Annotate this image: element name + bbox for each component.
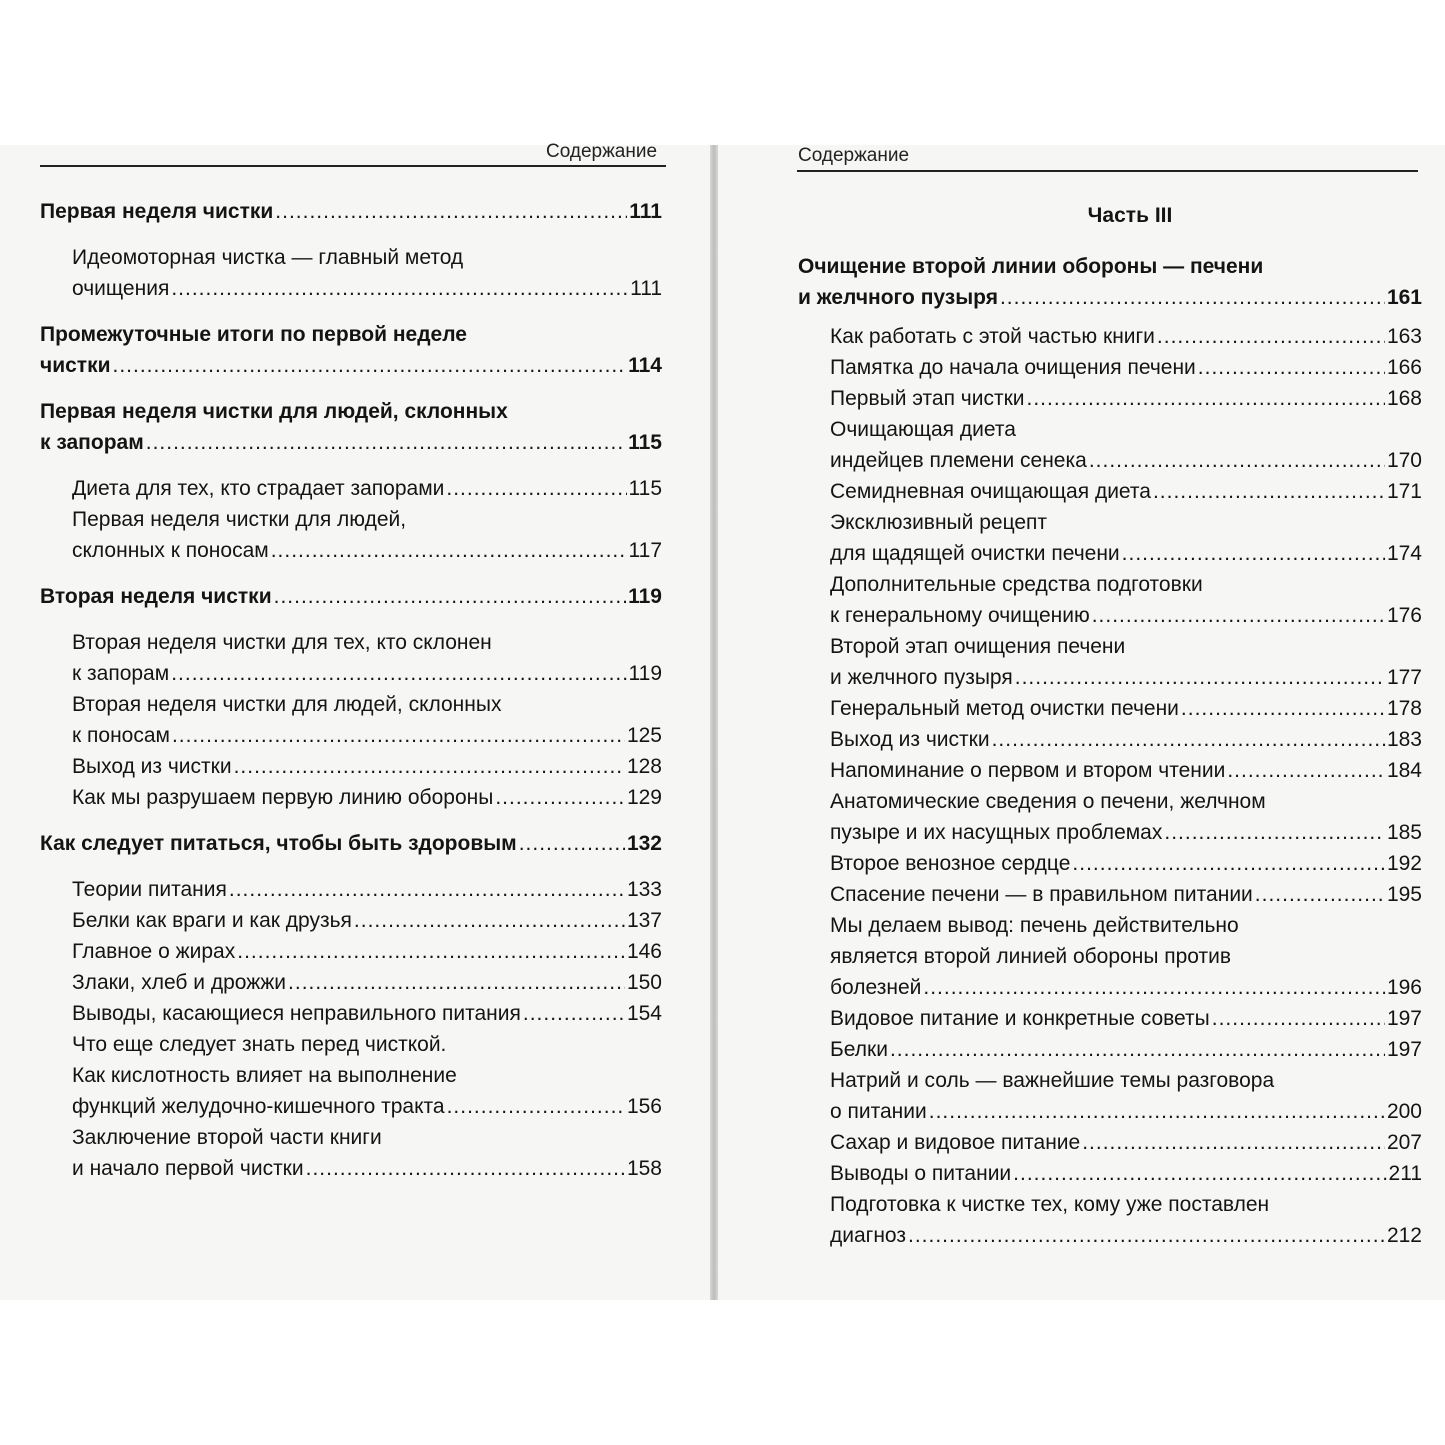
toc-entry-row <box>72 782 662 813</box>
page-number: 196 <box>1386 976 1422 999</box>
page-number: 119 <box>628 585 662 608</box>
toc-entry <box>798 1189 1422 1251</box>
page-number: 177 <box>1386 666 1422 689</box>
toc-entry-row <box>830 445 1422 476</box>
toc-entry-title: очищения <box>72 277 170 300</box>
left-running-head: Содержание <box>546 141 658 162</box>
toc-entry-row <box>72 1091 662 1122</box>
book-gutter <box>710 145 718 1300</box>
dot-leader <box>1227 755 1385 786</box>
toc-entry <box>798 1158 1422 1189</box>
dot-leader <box>1092 600 1385 631</box>
toc-entry-title-line: Очищение второй линии обороны — печени <box>798 255 1264 278</box>
toc-entry <box>40 581 662 612</box>
toc-entry <box>40 751 662 782</box>
page-number: 146 <box>626 940 662 963</box>
toc-entry-row <box>830 879 1422 910</box>
toc-entry <box>798 724 1422 755</box>
toc-entry-title: Выход из чистки <box>72 755 232 778</box>
dot-leader <box>1013 1158 1386 1189</box>
toc-entry <box>798 321 1422 352</box>
page-number: 115 <box>628 477 662 500</box>
dot-leader <box>1082 1127 1385 1158</box>
page-number: 195 <box>1386 883 1422 906</box>
toc-entry-row <box>72 905 662 936</box>
toc-entry-title: Семидневная очищающая диета <box>830 480 1151 503</box>
dot-leader <box>992 724 1385 755</box>
toc-entry <box>40 473 662 504</box>
dot-leader <box>495 782 625 813</box>
page-number: 161 <box>1386 286 1422 309</box>
toc-entry-title: и начало первой чистки <box>72 1157 304 1180</box>
toc-entry-title-line: Вторая неделя чистки для тех, кто склонен <box>72 631 492 654</box>
toc-entry-row <box>830 538 1422 569</box>
page-number: 163 <box>1386 325 1422 348</box>
toc-entry-row <box>72 535 662 566</box>
dot-leader <box>1153 476 1385 507</box>
toc-entry <box>798 1034 1422 1065</box>
dot-leader <box>1255 879 1385 910</box>
toc-entry <box>40 1029 662 1122</box>
toc-entry <box>40 874 662 905</box>
page-number: 170 <box>1386 449 1422 472</box>
dot-leader <box>274 581 627 612</box>
toc-entry-title: к запорам <box>72 662 170 685</box>
toc-entry-title: Первый этап чистки <box>830 387 1025 410</box>
toc-entry-row <box>72 473 662 504</box>
toc-entry <box>798 755 1422 786</box>
toc-entry-row <box>830 1003 1422 1034</box>
page-number: 166 <box>1386 356 1422 379</box>
toc-entry <box>798 507 1422 569</box>
page-number: 183 <box>1386 728 1422 751</box>
toc-entry-title: Белки как враги и как друзья <box>72 909 352 932</box>
toc-entry <box>798 693 1422 724</box>
toc-entry-row <box>72 1153 662 1184</box>
toc-entry-title-line: Мы делаем вывод: печень действительно <box>830 914 1239 937</box>
toc-entry-title: Напоминание о первом и втором чтении <box>830 759 1226 782</box>
page-number: 117 <box>628 539 662 562</box>
toc-entry <box>798 352 1422 383</box>
toc-entry-row <box>830 693 1422 724</box>
toc-entry <box>798 631 1422 693</box>
dot-leader <box>1157 321 1385 352</box>
toc-entry-row <box>798 282 1422 313</box>
page-number: 119 <box>628 662 662 685</box>
left-header-rule <box>40 165 666 167</box>
toc-entry-title: для щадящей очистки печени <box>830 542 1120 565</box>
toc-entry-row <box>830 476 1422 507</box>
toc-entry <box>40 504 662 566</box>
toc-entry <box>798 251 1422 313</box>
dot-leader <box>1181 693 1385 724</box>
toc-entry-title: Второе венозное сердце <box>830 852 1071 875</box>
toc-entry-title: диагноз <box>830 1224 906 1247</box>
toc-entry-row <box>72 751 662 782</box>
toc-entry-title: пузыре и их насущных проблемах <box>830 821 1163 844</box>
page-number: 156 <box>626 1095 662 1118</box>
toc-entry-title: Вторая неделя чистки <box>40 585 272 608</box>
page-number: 150 <box>626 971 662 994</box>
toc-entry-title: Как следует питаться, чтобы быть здоровым <box>40 832 517 855</box>
dot-leader <box>929 1096 1385 1127</box>
toc-entry-title: болезней <box>830 976 922 999</box>
dot-leader <box>1027 383 1385 414</box>
page-number: 184 <box>1386 759 1422 782</box>
dot-leader <box>146 427 626 458</box>
toc-entry <box>40 319 662 381</box>
page-number: 128 <box>626 755 662 778</box>
toc-entry-title-line: Второй этап очищения печени <box>830 635 1126 658</box>
toc-entry-title: Выводы, касающиеся неправильного питания <box>72 1002 521 1025</box>
page-number: 197 <box>1386 1038 1422 1061</box>
toc-entry-title-line: Промежуточные итоги по первой неделе <box>40 323 467 346</box>
toc-entry-title-line: Очищающая диета <box>830 418 1016 441</box>
toc-entry <box>40 782 662 813</box>
dot-leader <box>890 1034 1385 1065</box>
dot-leader <box>908 1220 1385 1251</box>
toc-entry-title: Теории питания <box>72 878 227 901</box>
dot-leader <box>306 1153 625 1184</box>
right-header-rule <box>797 170 1418 172</box>
toc-entry <box>40 967 662 998</box>
page-number: 125 <box>626 724 662 747</box>
part-title: Часть III <box>1087 204 1173 227</box>
toc-entry-title: Генеральный метод очистки печени <box>830 697 1179 720</box>
toc-entry-row <box>830 1158 1422 1189</box>
dot-leader <box>288 967 625 998</box>
toc-entry-title: Как мы разрушаем первую линию обороны <box>72 786 494 809</box>
page-number: 178 <box>1386 697 1422 720</box>
dot-leader <box>234 751 625 782</box>
page-number: 176 <box>1386 604 1422 627</box>
right-running-head: Содержание <box>798 145 910 166</box>
toc-entry-title-line: Первая неделя чистки для людей, <box>72 508 407 531</box>
page-number: 154 <box>626 1002 662 1025</box>
toc-entry-row <box>72 936 662 967</box>
right-toc-entries <box>798 251 1422 1251</box>
dot-leader <box>1015 662 1385 693</box>
toc-entry-title: Белки <box>830 1038 888 1061</box>
page-number: 158 <box>626 1157 662 1180</box>
page-number: 111 <box>629 200 662 223</box>
toc-entry <box>798 476 1422 507</box>
toc-entry-row <box>830 662 1422 693</box>
toc-entry-row <box>72 967 662 998</box>
toc-entry-title: склонных к поносам <box>72 539 269 562</box>
page-number: 192 <box>1386 852 1422 875</box>
toc-entry-title: Спасение печени — в правильном питании <box>830 883 1253 906</box>
page-number: 185 <box>1386 821 1422 844</box>
toc-entry-title-line: Первая неделя чистки для людей, склонных <box>40 400 508 423</box>
dot-leader <box>523 998 625 1029</box>
toc-entry-title-line: Заключение второй части книги <box>72 1126 382 1149</box>
dot-leader <box>229 874 625 905</box>
dot-leader <box>237 936 625 967</box>
toc-entry-row <box>830 352 1422 383</box>
dot-leader <box>447 1091 625 1122</box>
toc-entry <box>40 196 662 227</box>
page-number: 197 <box>1386 1007 1422 1030</box>
toc-entry <box>798 383 1422 414</box>
dot-leader <box>519 828 625 859</box>
toc-entry <box>798 414 1422 476</box>
dot-leader <box>1089 445 1385 476</box>
dot-leader <box>1198 352 1385 383</box>
page-number: 129 <box>626 786 662 809</box>
page-number: 114 <box>628 354 662 377</box>
toc-entry-title: Как работать с этой частью книги <box>830 325 1155 348</box>
toc-entry <box>40 689 662 751</box>
toc-entry-row <box>40 350 662 381</box>
toc-entry-row <box>72 998 662 1029</box>
toc-entry-title-line: Вторая неделя чистки для людей, склонных <box>72 693 502 716</box>
page-number: 171 <box>1386 480 1422 503</box>
page-number: 211 <box>1388 1162 1422 1185</box>
toc-entry-row <box>72 658 662 689</box>
toc-entry <box>40 905 662 936</box>
dot-leader <box>1122 538 1385 569</box>
toc-entry-title: чистки <box>40 354 111 377</box>
page-number: 115 <box>628 431 662 454</box>
toc-entry <box>798 910 1422 1003</box>
toc-entry-title: Злаки, хлеб и дрожжи <box>72 971 287 994</box>
dot-leader <box>446 473 626 504</box>
toc-entry-title: Главное о жирах <box>72 940 236 963</box>
toc-entry-row <box>830 848 1422 879</box>
dot-leader <box>172 720 625 751</box>
toc-entry-row <box>830 383 1422 414</box>
toc-entry-title: к поносам <box>72 724 170 747</box>
toc-entry-title-line: Подготовка к чистке тех, кому уже поставлен <box>830 1193 1270 1216</box>
toc-entry-row <box>72 720 662 751</box>
toc-entry-row <box>830 972 1422 1003</box>
toc-entry-title-line: Натрий и соль — важнейшие темы разговора <box>830 1069 1275 1092</box>
page-number: 207 <box>1386 1131 1422 1154</box>
toc-entry-title: Первая неделя чистки <box>40 200 274 223</box>
toc-entry-row <box>40 427 662 458</box>
toc-entry-title-line: Эксклюзивный рецепт <box>830 511 1048 534</box>
toc-entry-title: к генеральному очищению <box>830 604 1090 627</box>
toc-entry-title: Выход из чистки <box>830 728 990 751</box>
page-number: 137 <box>626 909 662 932</box>
toc-entry-row <box>830 1034 1422 1065</box>
page-number: 174 <box>1386 542 1422 565</box>
toc-entry <box>798 569 1422 631</box>
toc-entry-title: и желчного пузыря <box>830 666 1013 689</box>
toc-entry <box>40 627 662 689</box>
page-number: 168 <box>1386 387 1422 410</box>
dot-leader <box>275 196 627 227</box>
toc-entry-row <box>830 600 1422 631</box>
dot-leader <box>171 273 628 304</box>
toc-entry-row <box>830 755 1422 786</box>
page-number: 111 <box>630 277 662 300</box>
toc-entry <box>798 879 1422 910</box>
page-number: 200 <box>1386 1100 1422 1123</box>
toc-entry <box>40 828 662 859</box>
toc-entry-row <box>40 581 662 612</box>
toc-entry-row <box>72 273 662 304</box>
toc-entry-title-line: Что еще следует знать перед чисткой. <box>72 1033 447 1056</box>
dot-leader <box>113 350 627 381</box>
dot-leader <box>1072 848 1385 879</box>
toc-entry <box>40 998 662 1029</box>
toc-entry-title: к запорам <box>40 431 144 454</box>
toc-entry <box>798 1127 1422 1158</box>
toc-entry-title-line: является второй линией обороны против <box>830 945 1232 968</box>
toc-entry-row <box>830 724 1422 755</box>
toc-entry-row <box>72 874 662 905</box>
toc-entry <box>798 786 1422 848</box>
toc-entry-row <box>830 1127 1422 1158</box>
toc-entry-row <box>830 321 1422 352</box>
toc-entry-title: Выводы о питании <box>830 1162 1012 1185</box>
toc-entry-title: Диета для тех, кто страдает запорами <box>72 477 445 500</box>
page-number: 132 <box>626 832 662 855</box>
toc-entry <box>798 1065 1422 1127</box>
page-number: 212 <box>1386 1224 1422 1247</box>
page-number: 133 <box>626 878 662 901</box>
dot-leader <box>271 535 627 566</box>
toc-entry-row <box>830 1220 1422 1251</box>
toc-entry-title: о питании <box>830 1100 927 1123</box>
toc-entry-title-line: Анатомические сведения о печени, желчном <box>830 790 1266 813</box>
dot-leader <box>1212 1003 1385 1034</box>
right-toc <box>798 200 1422 1251</box>
toc-entry-row <box>40 828 662 859</box>
dot-leader <box>354 905 625 936</box>
toc-entry <box>40 1122 662 1184</box>
toc-entry <box>798 848 1422 879</box>
dot-leader <box>171 658 626 689</box>
toc-entry-row <box>40 196 662 227</box>
dot-leader <box>1164 817 1385 848</box>
toc-entry-title: функций желудочно-кишечного тракта <box>72 1095 445 1118</box>
toc-entry <box>40 936 662 967</box>
toc-entry <box>40 242 662 304</box>
toc-entry-title: и желчного пузыря <box>798 286 998 309</box>
toc-entry-row <box>830 1096 1422 1127</box>
toc-entry-title-line: Как кислотность влияет на выполнение <box>72 1064 457 1087</box>
toc-entry <box>40 396 662 458</box>
dot-leader <box>1000 282 1385 313</box>
toc-entry <box>798 1003 1422 1034</box>
dot-leader <box>923 972 1385 1003</box>
toc-entry-title-line: Дополнительные средства подготовки <box>830 573 1203 596</box>
left-toc <box>40 196 662 1184</box>
toc-entry-title-line: Идеомоторная чистка — главный метод <box>72 246 464 269</box>
toc-entry-title: индейцев племени сенека <box>830 449 1087 472</box>
toc-entry-row <box>830 817 1422 848</box>
toc-entry-title: Памятка до начала очищения печени <box>830 356 1196 379</box>
toc-entry-title: Сахар и видовое питание <box>830 1131 1081 1154</box>
toc-entry-title: Видовое питание и конкретные советы <box>830 1007 1210 1030</box>
